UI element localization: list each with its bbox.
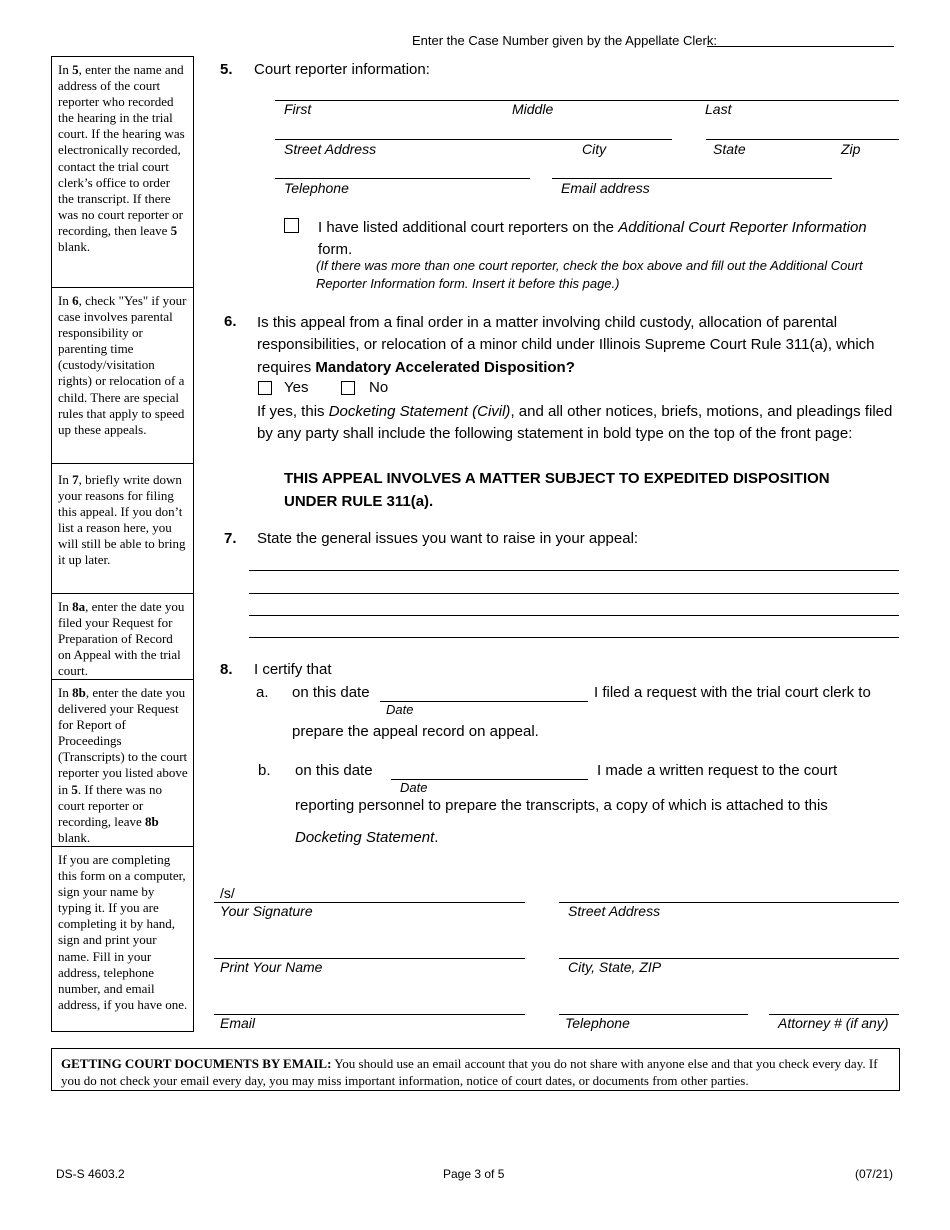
issues-line-4[interactable]: [249, 637, 899, 638]
street-label: Street Address: [284, 141, 377, 157]
instruction-box-signature: If you are completing this form on a computer, sign your name by typing it. If you are completing it by hand, sign and print your name. Fill in your address, telephone number, and email address, if you have one.: [51, 846, 194, 1032]
section-6-question: Is this appeal from a final order in a matter involving child custody, allocation of parental responsibilities, or relocation of a minor child under Illinois Supreme Court Rule 311(a), which requires Mandatory Accelerated Disposition?: [257, 314, 875, 376]
email-field[interactable]: [552, 178, 832, 179]
case-number-field[interactable]: [707, 46, 894, 47]
rule-311-yes-checkbox[interactable]: [258, 381, 272, 395]
email-notice-heading: GETTING COURT DOCUMENTS BY EMAIL:: [61, 1056, 332, 1071]
issues-line-2[interactable]: [249, 593, 899, 594]
item-8a-letter: a.: [256, 684, 269, 701]
item-8a-date-label: Date: [386, 702, 414, 717]
email-notice-box: [51, 1048, 900, 1091]
section-6-instructions: If yes, this Docketing Statement (Civil), and all other notices, briefs, motions, and pleadings filed by any party shall include the following statement in bold type on the top of the front page:: [257, 403, 893, 443]
case-number-label: Enter the Case Number given by the Appellate Clerk:: [412, 33, 717, 48]
state-zip-field[interactable]: [706, 139, 899, 140]
instruction-box-7: In 7, briefly write down your reasons for filing this appeal. If you don’t list a reason here, you will still be able to bring it up later.: [51, 463, 194, 594]
telephone-field[interactable]: [275, 178, 530, 179]
item-8b-post: I made a written request to the court: [597, 762, 838, 779]
section-8-title: I certify that: [254, 661, 332, 678]
page-number: Page 3 of 5: [443, 1167, 505, 1181]
issues-line-1[interactable]: [249, 570, 899, 571]
instruction-box-8a: In 8a, enter the date you filed your Request for Preparation of Record on Appeal with the trial court.: [51, 593, 194, 680]
middle-label: Middle: [512, 101, 554, 117]
signature-value: /s/: [220, 885, 235, 901]
city-label: City: [582, 141, 607, 157]
item-8a-post: I filed a request with the trial court clerk to: [594, 684, 871, 701]
street-field[interactable]: [275, 139, 672, 140]
print-name-label: Print Your Name: [220, 959, 323, 975]
instruction-box-6: In 6, check "Yes" if your case involves parental responsibility or parenting time (custody/visitation rights) or relocation of a child. There are special rules that apply to speed up these appeals.: [51, 287, 194, 464]
first-label: First: [284, 101, 312, 117]
item-8b-docketing: Docketing Statement.: [295, 829, 439, 846]
rule-311-no-checkbox[interactable]: [341, 381, 355, 395]
additional-reporters-checkbox[interactable]: [284, 218, 299, 233]
section-5-number: 5.: [220, 61, 233, 78]
item-8b-pre: on this date: [295, 762, 373, 779]
last-label: Last: [705, 101, 732, 117]
section-7-number: 7.: [224, 530, 237, 547]
sig-street-label: Street Address: [568, 903, 661, 919]
additional-reporters-note: (If there was more than one court reporter, check the box above and fill out the Additional Court Reporter Information form. Insert it before this page.): [316, 258, 863, 291]
instruction-box-8b: In 8b, enter the date you delivered your Request for Report of Proceedings (Transcripts) to the court reporter you listed above in 5. If there was no court reporter or recording, leave 8b blank.: [51, 679, 194, 847]
sig-email-field[interactable]: [214, 1014, 525, 1015]
section-5-title: Court reporter information:: [254, 61, 430, 78]
item-8b-date-label: Date: [400, 780, 428, 795]
expedited-disposition-statement: THIS APPEAL INVOLVES A MATTER SUBJECT TO EXPEDITED DISPOSITION UNDER RULE 311(a).: [284, 470, 830, 510]
item-8a-continuation: prepare the appeal record on appeal.: [292, 723, 539, 740]
item-8a-pre: on this date: [292, 684, 370, 701]
additional-reporters-text: I have listed additional court reporters on the Additional Court Reporter Information form.: [318, 219, 867, 258]
section-8-number: 8.: [220, 661, 233, 678]
your-signature-label: Your Signature: [220, 903, 313, 919]
issues-line-3[interactable]: [249, 615, 899, 616]
sig-telephone-label: Telephone: [565, 1015, 630, 1031]
section-6-number: 6.: [224, 313, 237, 330]
section-7-title: State the general issues you want to raise in your appeal:: [257, 530, 639, 547]
email-notice-text: You should use an email account that you do not share with anyone else and that you check every day. If you do not check your email every day, you may miss important information, notice of court dates, or documents from other parties.: [61, 1056, 878, 1088]
item-8b-letter: b.: [258, 762, 271, 779]
item-8b-continuation: reporting personnel to prepare the transcripts, a copy of which is attached to this: [295, 797, 828, 814]
rule-311-no-label: No: [369, 379, 389, 396]
attorney-number-label: Attorney # (if any): [778, 1015, 889, 1031]
name-field[interactable]: [275, 100, 899, 101]
form-id: DS-S 4603.2: [56, 1167, 125, 1181]
telephone-label: Telephone: [284, 180, 349, 196]
city-state-zip-label: City, State, ZIP: [568, 959, 662, 975]
zip-label: Zip: [841, 141, 861, 157]
form-revision: (07/21): [855, 1167, 894, 1181]
email-label: Email address: [561, 180, 650, 196]
state-label: State: [713, 141, 746, 157]
rule-311-yes-label: Yes: [284, 379, 309, 396]
instruction-box-5: In 5, enter the name and address of the court reporter who recorded the hearing in the trial court. If the hearing was electronically recorded, contact the trial court clerk’s office to order the transcript. If there was no court reporter or recording, then leave 5 blank.: [51, 56, 194, 288]
sig-email-label: Email: [220, 1015, 256, 1031]
